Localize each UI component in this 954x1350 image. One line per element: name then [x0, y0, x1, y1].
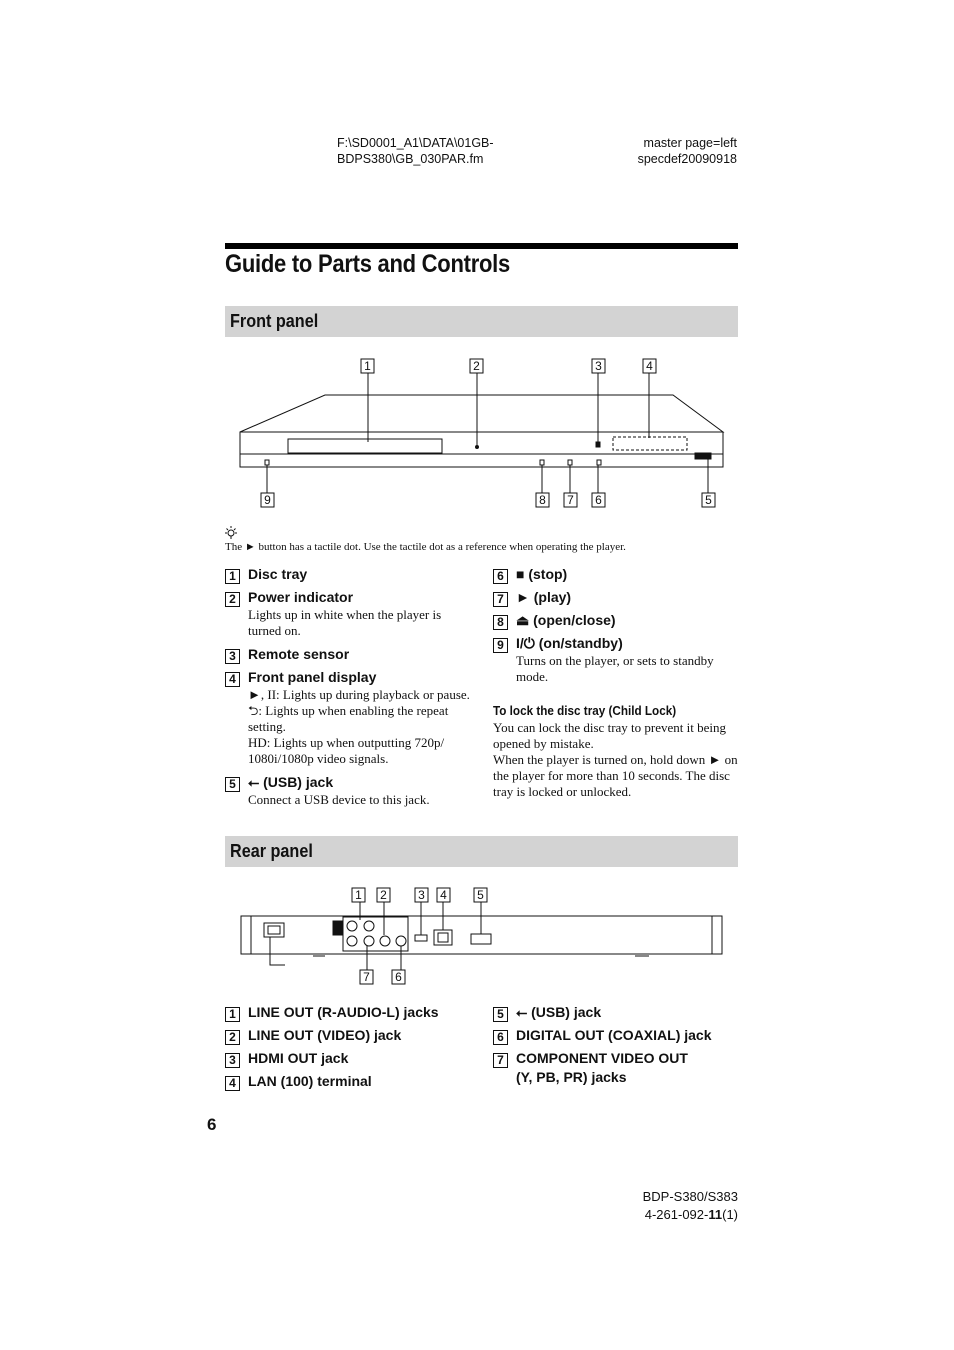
rear-item-4: 4 LAN (100) terminal	[225, 1072, 470, 1091]
front-items-left	[225, 565, 470, 808]
rear-callout-5	[474, 888, 487, 902]
rear-callout-3	[415, 888, 428, 902]
callout-1	[361, 359, 374, 373]
master-page-line2: specdef20090918	[637, 152, 737, 166]
front-item-3: 3 Remote sensor	[225, 645, 470, 664]
rear-callout-2	[377, 888, 390, 902]
display-hd-note: HD: Lights up when outputting 720p/ 1080i/1080p video signals.	[248, 735, 445, 766]
rear-panel-drawing	[225, 880, 738, 990]
callout-8	[536, 493, 549, 507]
svg-text:2: 2	[380, 888, 387, 902]
file-path-header	[337, 135, 494, 167]
footer-code: 4-261-092-11(1)	[644, 1207, 738, 1222]
page-title: Guide to Parts and Controls	[225, 250, 511, 278]
callout-5	[702, 493, 715, 507]
front-panel-illustration	[225, 350, 738, 520]
rear-item-1: 1 LINE OUT (R-AUDIO-L) jacks	[225, 1003, 470, 1022]
svg-text:6: 6	[595, 493, 602, 507]
svg-text:4: 4	[646, 359, 653, 373]
rear-item-7: 7 COMPONENT VIDEO OUT	[493, 1049, 738, 1068]
svg-text:1: 1	[355, 888, 362, 902]
display-repeat-note: ⮌: Lights up when enabling the repeat setting.	[248, 703, 449, 734]
front-item-6: 6 ■ (stop)	[493, 565, 738, 584]
child-lock-body	[493, 720, 738, 800]
callout-9	[261, 493, 274, 507]
file-path-line1: F:\SD0001_A1\DATA\01GB-	[337, 136, 494, 150]
rear-items-right	[493, 1003, 738, 1086]
rear-panel-heading: Rear panel	[230, 841, 313, 861]
footer	[643, 1188, 738, 1224]
rear-callout-4	[437, 888, 450, 902]
svg-text:1: 1	[364, 359, 371, 373]
front-item-7: 7 ► (play)	[493, 588, 738, 607]
master-page-line1: master page=left	[643, 136, 737, 150]
rear-callout-6	[392, 970, 405, 984]
front-item-9-desc: Turns on the player, or sets to standby mode.	[516, 653, 714, 684]
rear-panel-illustration	[225, 880, 738, 990]
front-panel-drawing	[225, 350, 738, 520]
display-playback-note: ►, II: Lights up during playback or pause.	[248, 687, 470, 702]
svg-text:8: 8	[539, 493, 546, 507]
svg-text:2: 2	[473, 359, 480, 373]
callout-4	[643, 359, 656, 373]
child-lock-p1: You can lock the disc tray to prevent it being opened by mistake.	[493, 720, 726, 751]
svg-text:4: 4	[440, 888, 447, 902]
front-item-4: 4 Front panel display	[225, 668, 470, 687]
svg-text:9: 9	[264, 493, 271, 507]
callout-7	[564, 493, 577, 507]
svg-text:7: 7	[567, 493, 574, 507]
svg-text:7: 7	[363, 970, 370, 984]
rear-panel-section-band	[225, 836, 738, 867]
front-item-2: 2 Power indicator	[225, 588, 470, 607]
rear-callout-7	[360, 970, 373, 984]
child-lock-heading: To lock the disc tray (Child Lock)	[493, 703, 677, 718]
front-item-4-desc	[225, 687, 470, 767]
rear-item-3: 3 HDMI OUT jack	[225, 1049, 470, 1068]
front-item-5: 5 ⭠ (USB) jack	[225, 773, 470, 792]
page-number: 6	[207, 1115, 217, 1134]
callout-6	[592, 493, 605, 507]
child-lock-p2: When the player is turned on, hold down ► on the player for more than 10 seconds. The disc tray is locked or unlocked.	[493, 752, 738, 799]
svg-text:6: 6	[395, 970, 402, 984]
svg-text:5: 5	[705, 493, 712, 507]
master-page-header	[638, 135, 737, 167]
rear-callout-1	[352, 888, 365, 902]
front-item-1: 1 Disc tray	[225, 565, 470, 584]
svg-text:3: 3	[595, 359, 602, 373]
front-item-5-desc: Connect a USB device to this jack.	[248, 792, 430, 807]
front-item-9: 9 I/⏻ (on/standby)	[493, 634, 738, 653]
callout-3	[592, 359, 605, 373]
rear-item-7-line2: (Y, PB, PR) jacks	[516, 1069, 627, 1085]
rear-item-6: 6 DIGITAL OUT (COAXIAL) jack	[493, 1026, 738, 1045]
file-path-line2: BDPS380\GB_030PAR.fm	[337, 152, 484, 166]
rear-item-5: 5 ⭠ (USB) jack	[493, 1003, 738, 1022]
front-panel-heading: Front panel	[230, 311, 319, 331]
title-rule	[225, 243, 738, 249]
footer-model: BDP-S380/S383	[642, 1189, 738, 1204]
svg-text:5: 5	[477, 888, 484, 902]
callout-2	[470, 359, 483, 373]
front-item-8: 8 ⏏ (open/close)	[493, 611, 738, 630]
front-items-right	[493, 565, 738, 800]
rear-item-2: 2 LINE OUT (VIDEO) jack	[225, 1026, 470, 1045]
tip-text: The ► button has a tactile dot. Use the tactile dot as a reference when operating the player.	[225, 541, 626, 553]
svg-text:3: 3	[418, 888, 425, 902]
front-panel-section-band	[225, 306, 738, 337]
front-item-2-desc: Lights up in white when the player is turned on.	[248, 607, 442, 638]
rear-items-left	[225, 1003, 470, 1091]
